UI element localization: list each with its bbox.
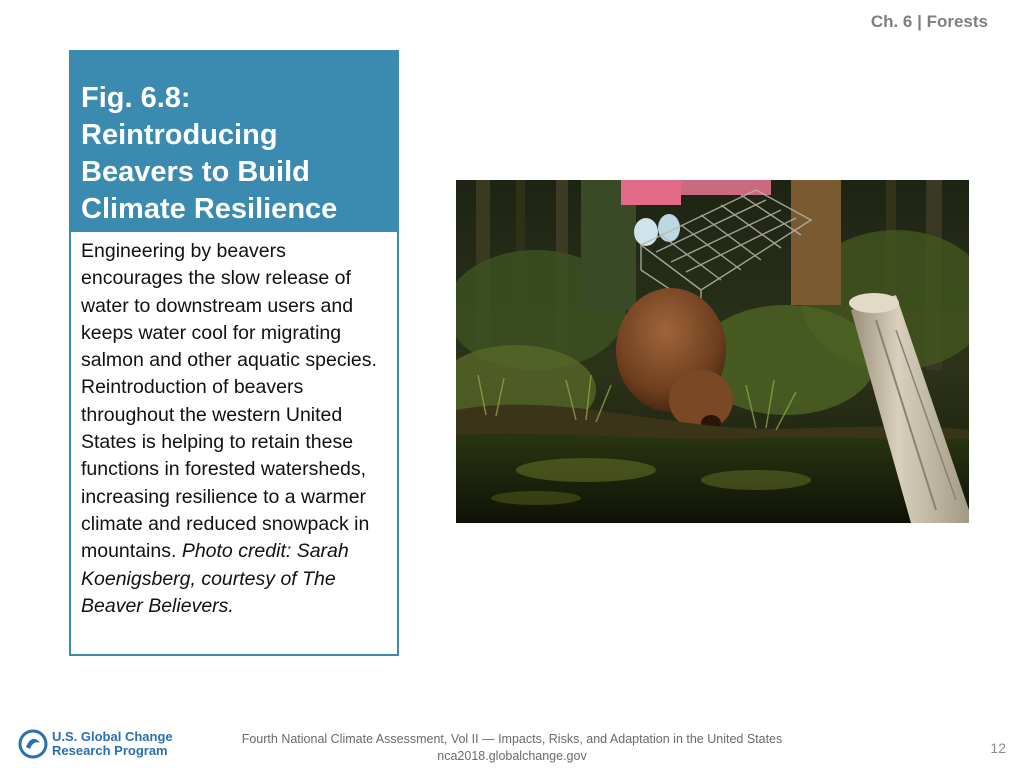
photo-credit: Photo credit: Sarah Koenigsberg, courtesy of The Beaver Believers. (81, 540, 349, 617)
figure-caption-box (69, 50, 399, 656)
usgcrp-logo[interactable] (18, 729, 173, 759)
footer-citation (200, 731, 824, 765)
figure-body-text: Engineering by beavers encourages the slow release of water to downstream users and keeps water cool for migrating salmon and other aquatic species. Reintroduction of beavers throughout the western United States is helping to retain these functions in forested watersheds, increasing resilience to a warmer climate and reduced snowpack in mountains. (81, 240, 377, 563)
report-url[interactable]: nca2018.globalchange.gov (437, 749, 587, 763)
org-name-line1: U.S. Global Change (52, 729, 173, 744)
figure-description (71, 232, 397, 620)
chapter-label: Ch. 6 | Forests (870, 12, 988, 31)
globe-icon (18, 729, 48, 759)
page-number: 12 (990, 740, 1006, 756)
report-title: Fourth National Climate Assessment, Vol II — Impacts, Risks, and Adaptation in the United States (241, 732, 783, 746)
figure-header (71, 52, 397, 232)
beaver-release-photo (456, 180, 969, 523)
org-name-line2: Research Program (52, 743, 168, 758)
logo-text (52, 730, 173, 758)
figure-title: Fig. 6.8: Reintroducing Beavers to Build Climate Resilience (81, 82, 338, 225)
